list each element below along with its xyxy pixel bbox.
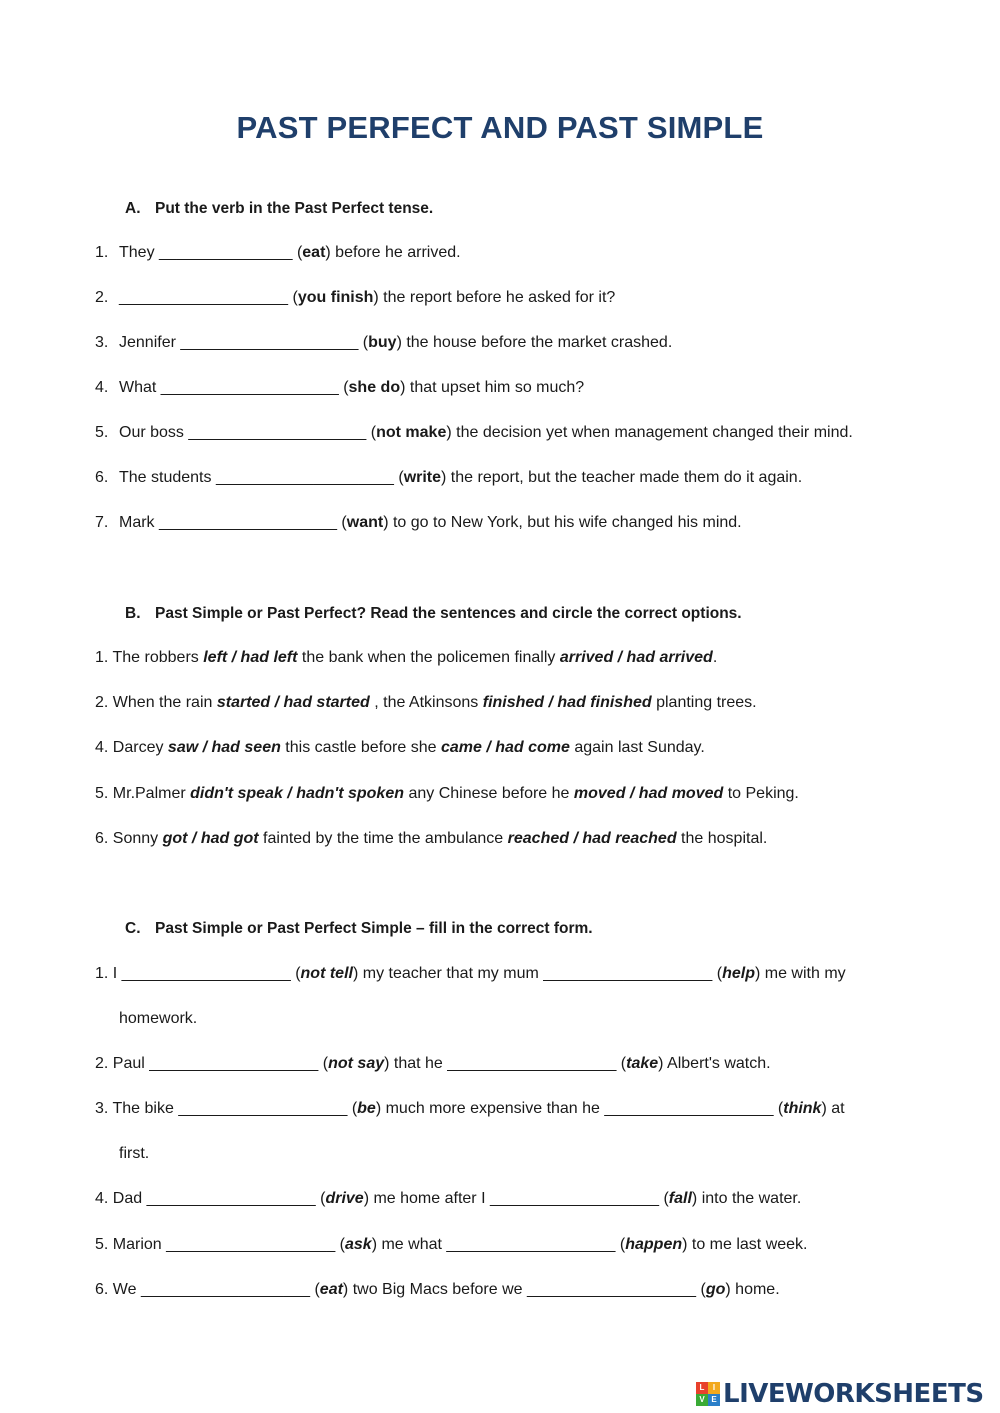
verb-prompt: be (357, 1100, 376, 1117)
verb-prompt: take (626, 1055, 659, 1072)
option-pair[interactable]: came / had come (440, 739, 570, 756)
item-text: planting trees. (651, 694, 757, 711)
logo-mark-icon (696, 1382, 720, 1406)
item-text: They _______________ ( (119, 244, 303, 261)
item-text: What ____________________ ( (119, 379, 349, 396)
item-text: ) into the water. (691, 1190, 802, 1207)
item-text: again last Sunday. (569, 739, 705, 756)
verb-prompt: not make (376, 424, 447, 441)
verb-prompt: happen (625, 1236, 683, 1253)
item-text: 4. Dad ___________________ ( (95, 1190, 326, 1207)
section-b-heading (125, 605, 742, 623)
verb-prompt: fall (668, 1190, 692, 1207)
item-text: ___________________ ( (119, 289, 298, 306)
logo-letter: I (708, 1382, 720, 1394)
section-a-text: Put the verb in the Past Perfect tense. (155, 200, 434, 217)
option-pair[interactable]: got / had got (162, 830, 259, 847)
exercise-a-item-7 (95, 514, 742, 532)
exercise-a-item-4 (95, 379, 584, 397)
item-text: ) me home after I ___________________ ( (363, 1190, 669, 1207)
exercise-c-item-6 (95, 1281, 780, 1299)
verb-prompt: write (403, 469, 442, 486)
item-text: 5. Marion ___________________ ( (95, 1236, 345, 1253)
exercise-b-item-4 (95, 739, 705, 757)
option-pair[interactable]: moved / had moved (573, 785, 724, 802)
item-text: ) the report before he asked for it? (373, 289, 616, 306)
exercise-c-item-2 (95, 1055, 771, 1073)
option-pair[interactable]: left / had left (203, 649, 298, 666)
item-text: any Chinese before he (404, 785, 574, 802)
item-text: ) home. (725, 1281, 780, 1298)
verb-prompt: drive (325, 1190, 364, 1207)
item-text: 3. The bike ___________________ ( (95, 1100, 358, 1117)
item-text: ) to me last week. (682, 1236, 808, 1253)
item-text: ) much more expensive than he ___________________ ( (375, 1100, 784, 1117)
item-text: ) that upset him so much? (400, 379, 585, 396)
item-text: fainted by the time the ambulance (258, 830, 508, 847)
verb-prompt: she do (348, 379, 401, 396)
item-text: 5. Mr.Palmer (95, 785, 191, 802)
item-text: 6. We ___________________ ( (95, 1281, 320, 1298)
logo-letter: L (696, 1382, 708, 1394)
item-text: ) my teacher that my mum ___________________ ( (352, 965, 723, 982)
item-text: ) two Big Macs before we ___________________ ( (342, 1281, 706, 1298)
verb-prompt: eat (302, 244, 326, 261)
exercise-a-item-1 (95, 244, 461, 262)
item-text: 4. Darcey (95, 739, 168, 756)
verb-prompt: want (346, 514, 384, 531)
item-text: 2. When the rain (95, 694, 217, 711)
item-text: Jennifer ____________________ ( (119, 334, 369, 351)
exercise-a-item-2 (95, 289, 615, 307)
logo-text: LIVEWORKSHEETS (723, 1379, 984, 1409)
item-number: 2. (95, 289, 109, 306)
item-text: Our boss ____________________ ( (119, 424, 377, 441)
exercise-c-item-3-continued: first. (119, 1145, 150, 1162)
item-text: ) that he ___________________ ( (384, 1055, 627, 1072)
item-text: 2. Paul ___________________ ( (95, 1055, 329, 1072)
item-text: the bank when the policemen finally (297, 649, 560, 666)
item-number: 4. (95, 379, 109, 396)
option-pair[interactable]: didn't speak / hadn't spoken (190, 785, 404, 802)
exercise-a-item-3 (95, 334, 672, 352)
option-pair[interactable]: started / had started (216, 694, 370, 711)
option-pair[interactable]: arrived / had arrived (559, 649, 713, 666)
item-text: the hospital. (676, 830, 768, 847)
section-c-heading (125, 920, 593, 938)
verb-prompt: ask (344, 1236, 372, 1253)
exercise-b-item-2 (95, 694, 757, 712)
item-number: 5. (95, 424, 109, 441)
item-text: ) Albert's watch. (658, 1055, 771, 1072)
verb-prompt: help (722, 965, 755, 982)
item-text: ) to go to New York, but his wife changed his mind. (383, 514, 742, 531)
verb-prompt: go (705, 1281, 726, 1298)
item-number: 7. (95, 514, 109, 531)
option-pair[interactable]: saw / had seen (167, 739, 281, 756)
verb-prompt: buy (368, 334, 397, 351)
exercise-b-item-5 (95, 785, 799, 803)
item-text: ) before he arrived. (325, 244, 461, 261)
logo-letter: V (696, 1394, 708, 1406)
verb-prompt: eat (319, 1281, 343, 1298)
verb-prompt: think (783, 1100, 822, 1117)
exercise-c-item-4 (95, 1190, 801, 1208)
item-text: The students ____________________ ( (119, 469, 404, 486)
item-text: ) at (821, 1100, 845, 1117)
item-text: 1. I ___________________ ( (95, 965, 301, 982)
exercise-b-item-6 (95, 830, 767, 848)
option-pair[interactable]: finished / had finished (482, 694, 652, 711)
section-b-text: Past Simple or Past Perfect? Read the sentences and circle the correct options. (155, 605, 742, 622)
item-number: 6. (95, 469, 109, 486)
item-text: ) the decision yet when management changed their mind. (446, 424, 853, 441)
exercise-c-item-3 (95, 1100, 845, 1118)
item-text: this castle before she (280, 739, 441, 756)
item-number: 1. (95, 244, 109, 261)
liveworksheets-logo[interactable] (696, 1378, 996, 1410)
item-text: ) me with my (754, 965, 846, 982)
verb-prompt: you finish (297, 289, 374, 306)
item-text: ) the report, but the teacher made them do it again. (441, 469, 803, 486)
exercise-c-item-1-continued: homework. (119, 1010, 198, 1027)
item-text: to Peking. (723, 785, 799, 802)
section-c-text: Past Simple or Past Perfect Simple – fill in the correct form. (155, 920, 593, 937)
page-title: PAST PERFECT AND PAST SIMPLE (236, 110, 764, 145)
item-text: 6. Sonny (95, 830, 163, 847)
item-text: , the Atkinsons (369, 694, 483, 711)
section-b-letter: B. (125, 605, 141, 622)
exercise-a-item-6 (95, 469, 802, 487)
exercise-b-item-1 (95, 649, 717, 667)
item-text: . (712, 649, 718, 666)
item-text: ) the house before the market crashed. (396, 334, 673, 351)
option-pair[interactable]: reached / had reached (507, 830, 677, 847)
exercise-a-item-5 (95, 424, 853, 442)
verb-prompt: not say (328, 1055, 385, 1072)
item-text: 1. The robbers (95, 649, 204, 666)
exercise-c-item-1 (95, 965, 846, 983)
item-text: Mark ____________________ ( (119, 514, 347, 531)
logo-letter: E (708, 1394, 720, 1406)
verb-prompt: not tell (300, 965, 353, 982)
item-text: ) me what ___________________ ( (371, 1236, 626, 1253)
section-a-letter: A. (125, 200, 141, 217)
section-c-letter: C. (125, 920, 141, 937)
exercise-c-item-5 (95, 1236, 807, 1254)
item-number: 3. (95, 334, 109, 351)
section-a-heading (125, 200, 433, 218)
